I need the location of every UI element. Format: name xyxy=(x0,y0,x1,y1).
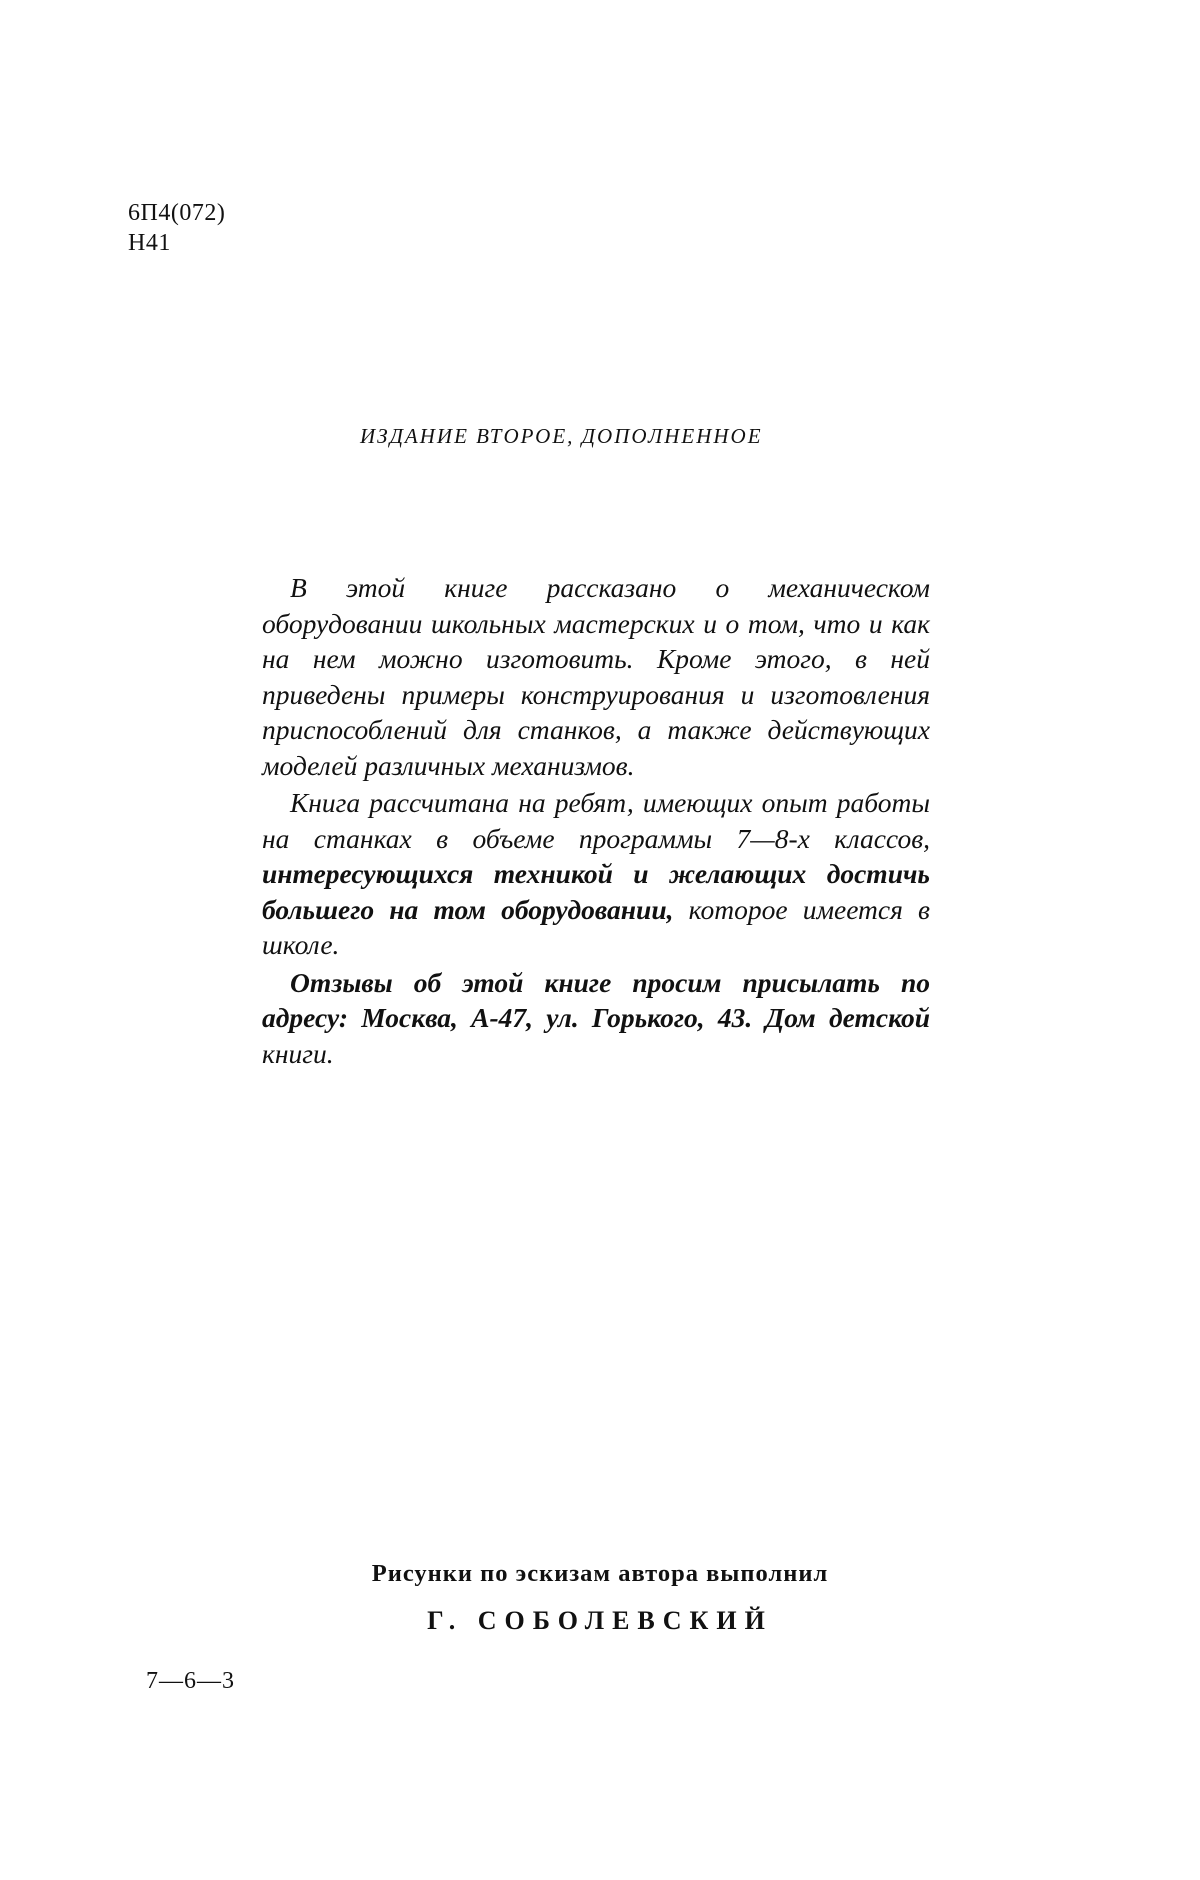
illustrator-name: Г. СОБОЛЕВСКИЙ xyxy=(427,1606,773,1635)
book-annotation xyxy=(262,570,930,1073)
annotation-paragraph-3 xyxy=(262,965,930,1072)
annotation-paragraph-2 xyxy=(262,785,930,963)
annotation-paragraph-2-emphasis: интересующихся техникой и желающих достичь большего на том оборудовании, xyxy=(262,858,930,925)
annotation-paragraph-2-text: Книга рассчитана на ребят, имеющих опыт работы на станках в объеме программы 7—8-х классов, xyxy=(262,787,930,854)
illustration-credit: Рисунки по эскизам автора выполнил xyxy=(371,1560,829,1587)
print-code: 7—6—3 xyxy=(146,1668,235,1694)
feedback-address-tail: книги. xyxy=(262,1037,334,1069)
annotation-paragraph-1: В этой книге рассказано о механическом оборудовании школьных мастерских и о том, что и как на нем можно изготовить. Кроме этого, в ней приведены примеры конструирования и изготовления приспособлений для станков, а также действующих моделей различных механизмов. xyxy=(262,572,930,781)
udc-classification xyxy=(128,198,225,258)
edition-note: ИЗДАНИЕ ВТОРОЕ, ДОПОЛНЕННОЕ xyxy=(360,424,763,448)
feedback-address: Отзывы об этой книге просим присылать по адресу: Москва, А-47, ул. Горького, 43. Дом детской xyxy=(262,966,930,1033)
udc-code: 6П4(072) xyxy=(128,200,226,226)
annotation-paragraph-2-tail: которое имеется в школе. xyxy=(262,893,930,960)
author-mark: Н41 xyxy=(128,230,171,256)
